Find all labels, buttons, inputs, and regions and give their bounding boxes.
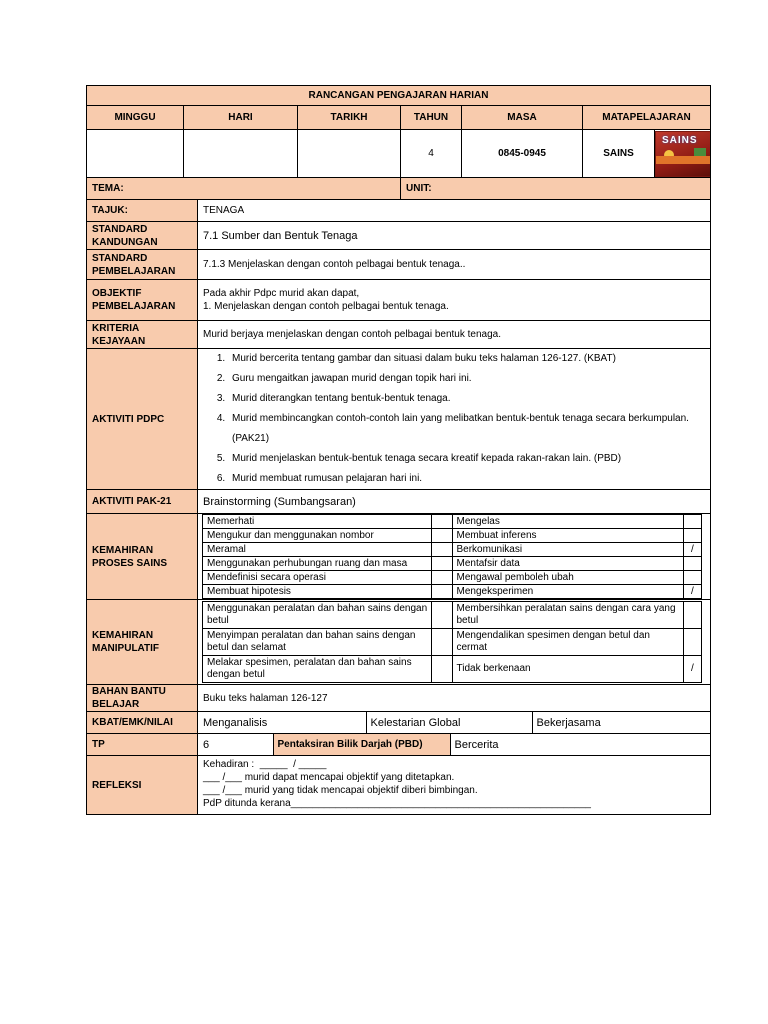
skill-checkbox[interactable] <box>432 529 452 543</box>
refleksi-line-4: PdP ditunda kerana______________________________________________________ <box>203 798 591 809</box>
nilai-value[interactable]: Bekerjasama <box>532 712 710 733</box>
aktiviti-pak21-value[interactable]: Brainstorming (Sumbangsaran) <box>198 490 711 514</box>
pbd-value[interactable]: Bercerita <box>450 734 710 755</box>
header-tahun: TAHUN <box>401 106 462 130</box>
refleksi-line-2: ___ /___ murid dapat mencapai objektif yang ditetapkan. <box>203 772 455 783</box>
refleksi-line-1: Kehadiran : _____ / _____ <box>203 759 327 770</box>
page-title: RANCANGAN PENGAJARAN HARIAN <box>87 86 711 106</box>
kriteria-label: KRITERIA KEJAYAAN <box>87 321 198 349</box>
list-item: 1. Murid bercerita tentang gambar dan situasi dalam buku teks halaman 126-127. (KBAT) <box>228 349 705 369</box>
list-item: 5. Murid menjelaskan bentuk-bentuk tenaga secara kreatif kepada rakan-rakan lain. (PBD) <box>228 449 705 469</box>
cover-title: SAINS <box>662 134 698 146</box>
objektif-value[interactable] <box>198 280 711 321</box>
skill-item: Mengelas <box>452 515 683 529</box>
skill-item: Mengeksperimen <box>452 585 683 599</box>
proses-sains-table <box>202 514 702 599</box>
skill-item: Mengukur dan menggunakan nombor <box>203 529 432 543</box>
standard-kandungan-label: STANDARD KANDUNGAN <box>87 222 198 250</box>
skill-checkbox[interactable] <box>683 602 701 629</box>
tajuk-label: TAJUK: <box>87 200 198 222</box>
skill-checkbox[interactable] <box>432 543 452 557</box>
header-masa: MASA <box>462 106 583 130</box>
bahan-bantu-label: BAHAN BANTU BELAJAR <box>87 685 198 712</box>
skill-checkbox[interactable] <box>432 515 452 529</box>
value-masa[interactable]: 0845-0945 <box>462 130 583 178</box>
list-item: 2. Guru mengaitkan jawapan murid dengan topik hari ini. <box>228 369 705 389</box>
skill-item: Tidak berkenaan <box>452 656 683 683</box>
header-matapelajaran: MATAPELAJARAN <box>583 106 711 130</box>
refleksi-line-3: ___ /___ murid yang tidak mencapai objektif diberi bimbingan. <box>203 785 478 796</box>
header-minggu: MINGGU <box>87 106 184 130</box>
skill-item: Memerhati <box>203 515 432 529</box>
skill-checkbox[interactable]: / <box>683 656 701 683</box>
skill-checkbox[interactable] <box>683 629 701 656</box>
manipulatif-table <box>202 601 702 683</box>
aktiviti-pak21-label: AKTIVITI PAK-21 <box>87 490 198 514</box>
value-minggu[interactable] <box>87 130 184 178</box>
skill-item: Membuat hipotesis <box>203 585 432 599</box>
skill-item: Meramal <box>203 543 432 557</box>
value-tahun[interactable]: 4 <box>401 130 462 178</box>
skill-checkbox[interactable] <box>683 571 701 585</box>
unit-label: UNIT: <box>401 178 711 200</box>
proses-sains-label: KEMAHIRAN PROSES SAINS <box>87 514 198 600</box>
standard-pembelajaran-value[interactable]: 7.1.3 Menjelaskan dengan contoh pelbagai bentuk tenaga.. <box>198 250 711 280</box>
skill-checkbox[interactable] <box>683 557 701 571</box>
kriteria-value[interactable]: Murid berjaya menjelaskan dengan contoh pelbagai bentuk tenaga. <box>198 321 711 349</box>
value-tarikh[interactable] <box>298 130 401 178</box>
lesson-plan-sheet <box>86 85 710 815</box>
header-tarikh: TARIKH <box>298 106 401 130</box>
tp-row <box>198 734 711 756</box>
skill-checkbox[interactable] <box>432 656 452 683</box>
skill-item: Mengendalikan spesimen dengan betul dan cermat <box>452 629 683 656</box>
list-item: 6. Murid membuat rumusan pelajaran hari ini. <box>228 469 705 489</box>
pbd-label: Pentaksiran Bilik Darjah (PBD) <box>273 734 450 755</box>
bahan-bantu-value[interactable]: Buku teks halaman 126-127 <box>198 685 711 712</box>
sains-textbook-cover-icon <box>655 131 711 177</box>
skill-item: Membuat inferens <box>452 529 683 543</box>
objektif-line-1: Pada akhir Pdpc murid akan dapat, <box>203 288 360 299</box>
tema-label: TEMA: <box>87 178 401 200</box>
skill-item: Menggunakan perhubungan ruang dan masa <box>203 557 432 571</box>
tp-table <box>198 734 710 755</box>
emk-value[interactable]: Kelestarian Global <box>366 712 532 733</box>
objektif-line-2: 1. Menjelaskan dengan contoh pelbagai bentuk tenaga. <box>203 301 449 312</box>
kbat-values <box>198 712 711 734</box>
manipulatif-label: KEMAHIRAN MANIPULATIF <box>87 600 198 685</box>
skill-checkbox[interactable]: / <box>683 585 701 599</box>
textbook-cover <box>655 130 711 178</box>
skill-item: Mengawal pemboleh ubah <box>452 571 683 585</box>
skill-item: Mendefinisi secara operasi <box>203 571 432 585</box>
tp-label: TP <box>87 734 198 756</box>
kbat-label: KBAT/EMK/NILAI <box>87 712 198 734</box>
standard-kandungan-value[interactable]: 7.1 Sumber dan Bentuk Tenaga <box>198 222 711 250</box>
skill-checkbox[interactable] <box>432 585 452 599</box>
list-item: 4. Murid membincangkan contoh-contoh lain yang melibatkan bentuk-bentuk tenaga secara berkumpulan. (PAK21) <box>228 409 705 449</box>
tp-value[interactable]: 6 <box>198 734 273 755</box>
skill-item: Mentafsir data <box>452 557 683 571</box>
value-matapelajaran[interactable]: SAINS <box>583 130 655 178</box>
kbat-table <box>198 712 710 733</box>
skill-checkbox[interactable] <box>432 602 452 629</box>
refleksi-label: REFLEKSI <box>87 756 198 815</box>
proses-sains-grid <box>198 514 711 600</box>
list-item: 3. Murid diterangkan tentang bentuk-bentuk tenaga. <box>228 389 705 409</box>
skill-checkbox[interactable] <box>683 515 701 529</box>
skill-item: Membersihkan peralatan sains dengan cara yang betul <box>452 602 683 629</box>
skill-checkbox[interactable] <box>432 629 452 656</box>
skill-item: Berkomunikasi <box>452 543 683 557</box>
manipulatif-grid <box>198 600 711 685</box>
value-hari[interactable] <box>184 130 298 178</box>
skill-item: Menggunakan peralatan dan bahan sains dengan betul <box>203 602 432 629</box>
skill-item: Melakar spesimen, peralatan dan bahan sains dengan betul <box>203 656 432 683</box>
skill-item: Menyimpan peralatan dan bahan sains dengan betul dan selamat <box>203 629 432 656</box>
skill-checkbox[interactable] <box>432 571 452 585</box>
skill-checkbox[interactable] <box>432 557 452 571</box>
kbat-value[interactable]: Menganalisis <box>198 712 366 733</box>
standard-pembelajaran-label: STANDARD PEMBELAJARAN <box>87 250 198 280</box>
tajuk-value[interactable]: TENAGA <box>198 200 711 222</box>
refleksi-value[interactable] <box>198 756 711 815</box>
header-hari: HARI <box>184 106 298 130</box>
skill-checkbox[interactable] <box>683 529 701 543</box>
skill-checkbox[interactable]: / <box>683 543 701 557</box>
aktiviti-pdpc-list[interactable] <box>198 349 711 490</box>
aktiviti-pdpc-label: AKTIVITI PDPC <box>87 349 198 490</box>
lesson-plan-table <box>86 85 711 815</box>
objektif-label: OBJEKTIF PEMBELAJARAN <box>87 280 198 321</box>
